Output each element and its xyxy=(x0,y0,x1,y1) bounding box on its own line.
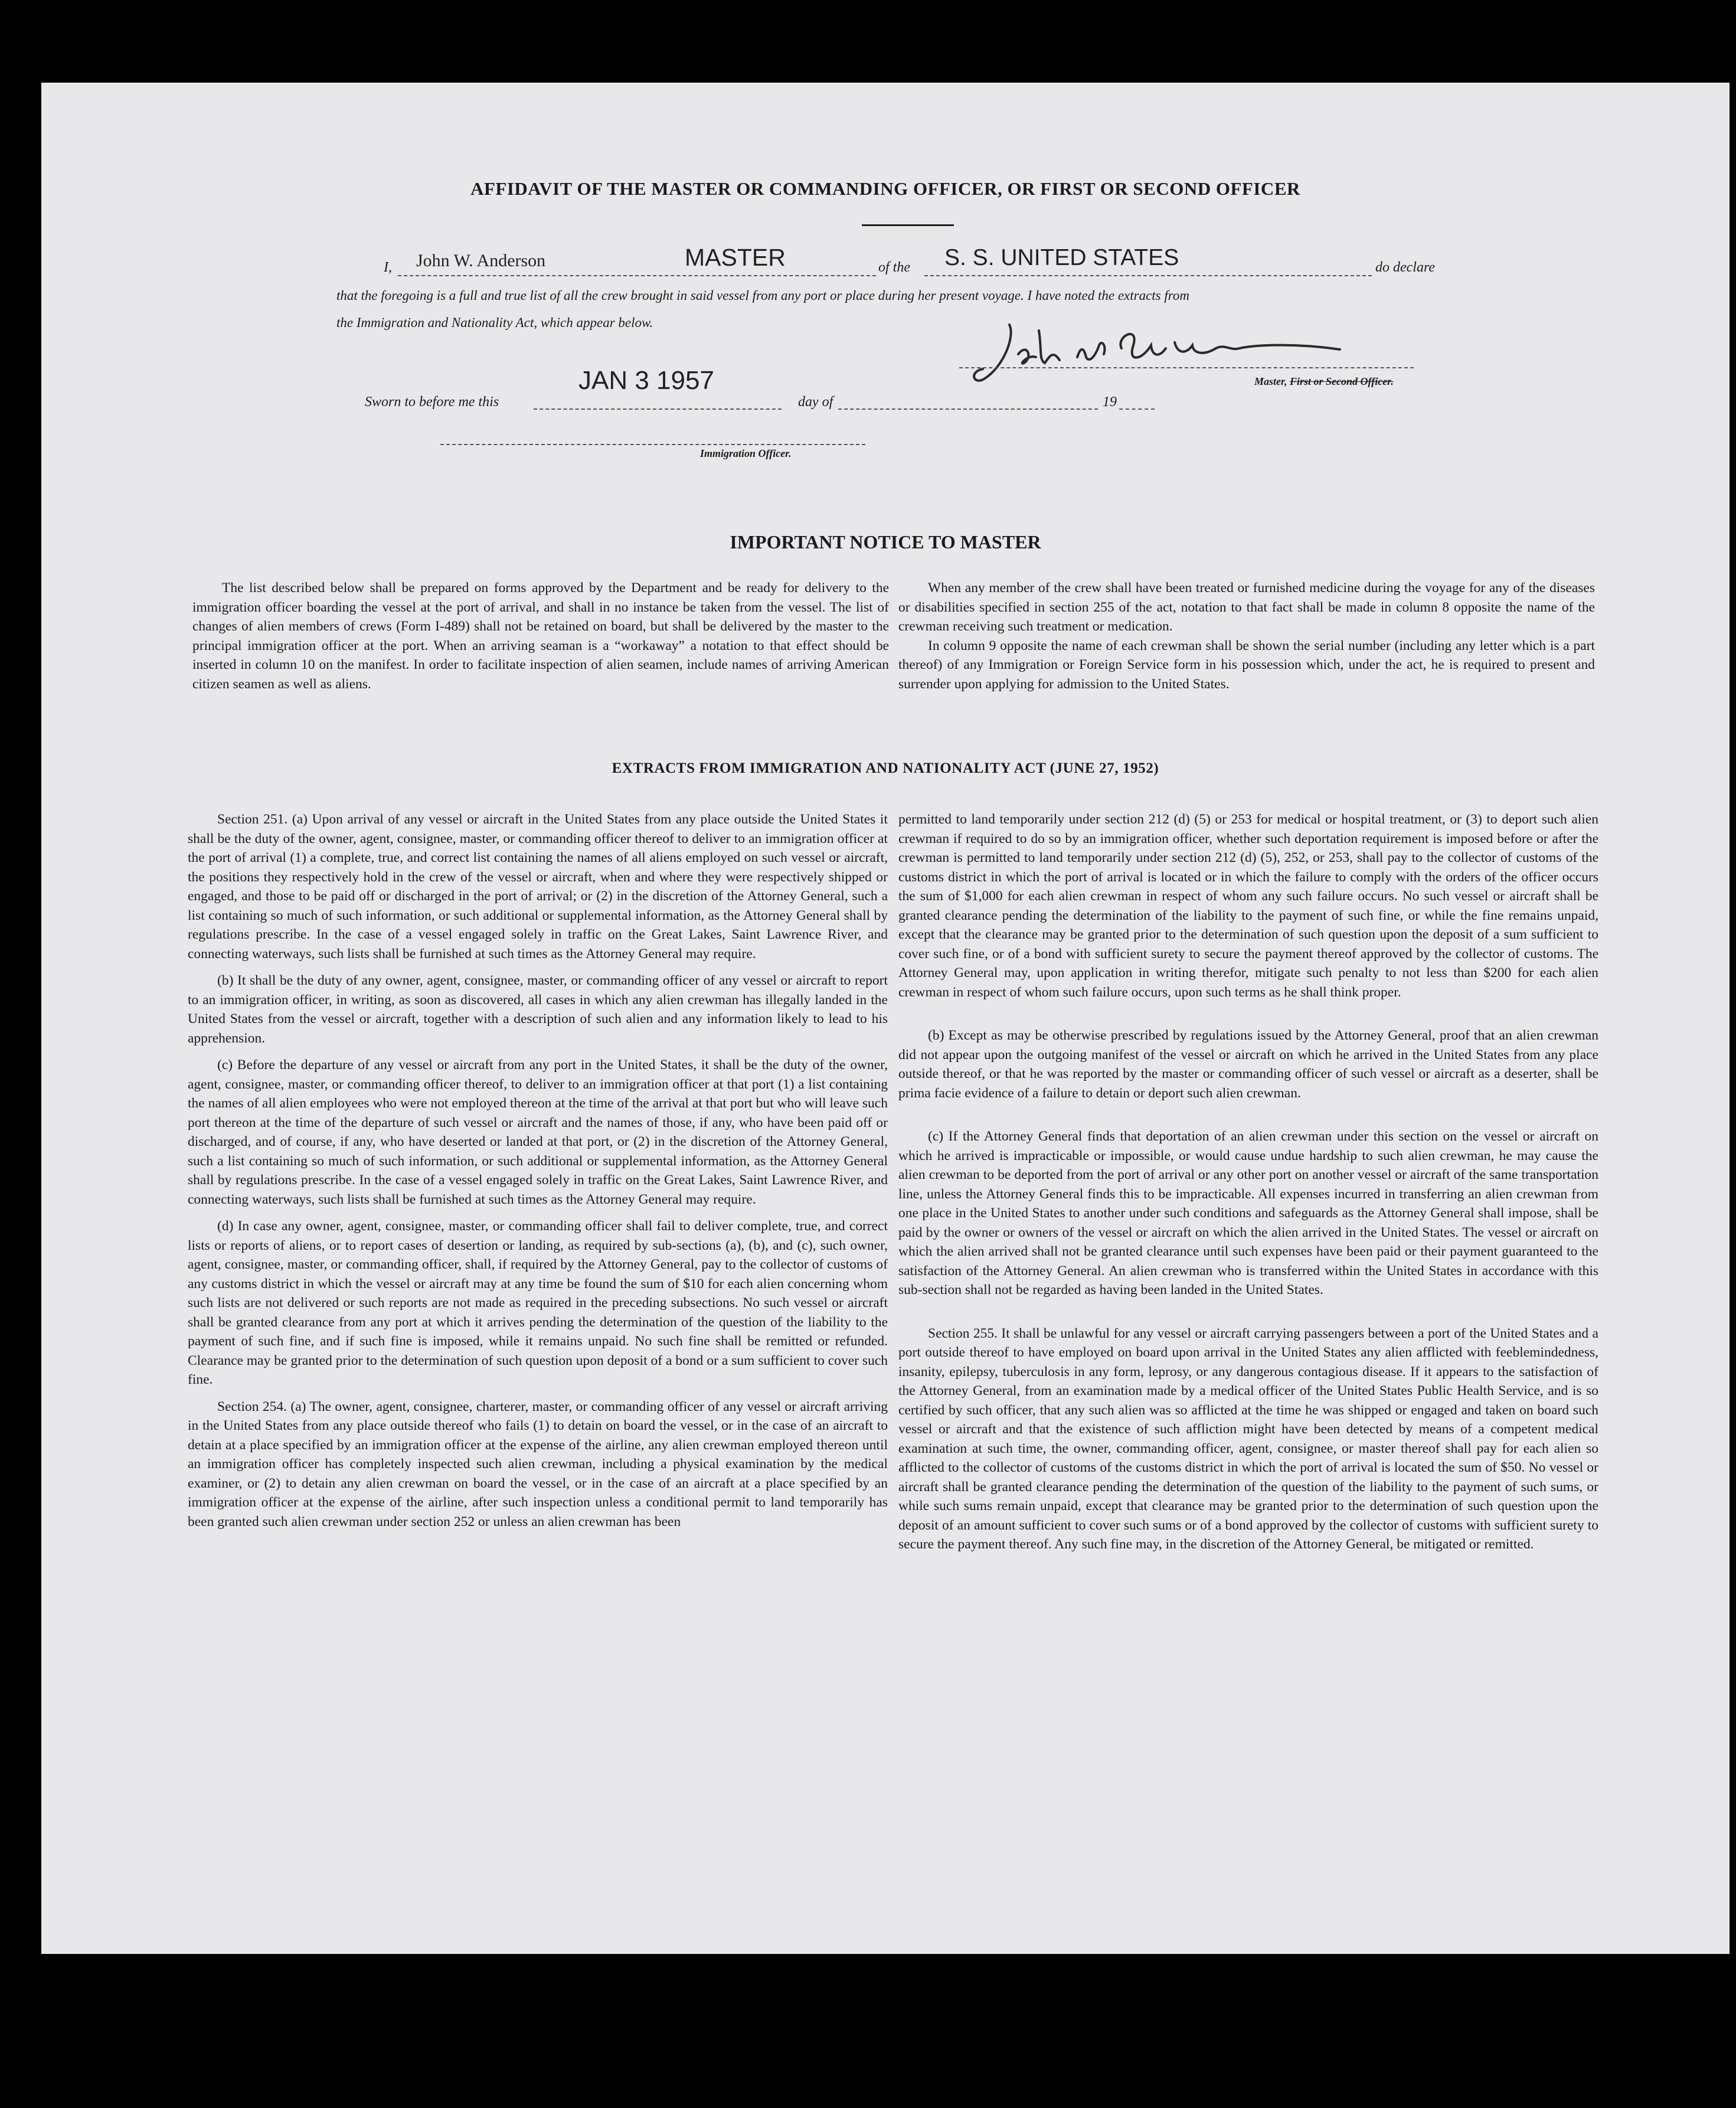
extracts-left-column xyxy=(188,810,888,1539)
master-signature xyxy=(962,313,1399,401)
extracts-right-column xyxy=(898,810,1598,1562)
paragraph-gap xyxy=(898,1308,1598,1324)
notice-title: IMPORTANT NOTICE TO MASTER xyxy=(730,531,1041,553)
section-251-b: (b) It shall be the duty of any owner, agent, consignee, master, or commanding officer of any vessel or aircraft to report to an immigration officer, in writing, as soon as discovered, all cases in which any alien crewman has illegally landed in the United States from the vessel or aircraft, together with a description of such alien and any information likely to lead to his apprehension. xyxy=(188,973,888,1046)
master-label: Master, xyxy=(1254,375,1287,387)
year-field xyxy=(1119,391,1155,410)
struck-officer-label: First or Second Officer. xyxy=(1290,375,1394,387)
section-254-c: (c) If the Attorney General finds that deportation of an alien crewman under this section on the vessel or aircraft on which he arrived is impracticable or impossible, or would cause undue hardship to such alien crewman, he may cause the alien crewman to be deported from the port of arrival or any other port on another vessel or aircraft of the same transportation line, unless the Attorney General finds this to be impracticable. All expenses incurred in transferring an alien crewman from one place in the United States to another under such conditions and safeguards as the Attorney General shall impose, shall be paid by the owner or owners of the vessel or aircraft on which the alien arrived in the United States. The vessel or aircraft on which the alien arrived shall not be granted clearance until such expenses have been paid or their payment guaranteed to the satisfaction of the Attorney General. An alien crewman who is transferred within the United States in accordance with this sub-section shall not be regarded as having been landed in the United States. xyxy=(898,1129,1598,1298)
i-prefix: I, xyxy=(384,260,392,275)
signature-label xyxy=(1254,375,1394,388)
section-254-a-continued: permitted to land temporarily under section 212 (d) (5) or 253 for medical or hospital treatment, or (3) to deport such alien crewman if required to do so by an immigration officer, whether such deportation requirement is imposed before or after the crewman is permitted to land temporarily under section 212 (d) (5), 252, or 253, shall pay to the collector of customs of the customs district in which the port of arrival is located or in which the failure to comply with the orders of the officer occurs the sum of $1,000 for each alien crewman in respect of whom any such failure occurs. No such vessel or aircraft shall be granted clearance pending the determination of the liability to the payment of such fine, or while the fine remains unpaid, except that the clearance may be granted prior to the determination of such question upon the deposit of a sum sufficient to cover such fine, or of a bond with sufficient surety to secure the payment thereof approved by the collector of customs. The Attorney General may, upon application in writing therefor, mitigate such penalty to not less than $200 for each alien crewman in respect of whom such failure occurs, upon such terms as he shall think proper. xyxy=(898,812,1598,1000)
sworn-label: Sworn to before me this xyxy=(365,394,499,410)
year-prefix: 19 xyxy=(1103,394,1117,410)
paragraph-gap xyxy=(898,1110,1598,1127)
of-the-label: of the xyxy=(878,260,910,275)
section-254-b: (b) Except as may be otherwise prescribed by regulations issued by the Attorney General, proof that an alien crewman did not appear upon the outgoing manifest of the vessel or aircraft on which he arrived in the United States from any place outside thereof, or that he was reported by the master or commanding officer of such vessel or aircraft as a deserter, shall be prima facie evidence of a failure to detain or deport such alien crewman. xyxy=(898,1028,1598,1101)
notice-right-paragraph-2: In column 9 opposite the name of each crewman shall be shown the serial number (including any letter which is a part thereof) of any Immigration or Foreign Service form in his possession which, under the act, he is required to present and surrender upon applying for admission to the United States. xyxy=(898,638,1595,692)
section-254-a: Section 254. (a) The owner, agent, consignee, charterer, master, or commanding officer of any vessel or aircraft arriving in the United States from any place outside thereof who fails (1) to detain on board the vessel, or in the case of an aircraft to detain at a place specified by an immigration officer at the expense of the airline, any alien crewman employed thereon until an immigration officer has completely inspected such alien crewman, including a physical examination by the medical examiner, or (2) to detain any alien crewman on board the vessel, or in the case of an aircraft at a place specified by an immigration officer at the expense of the airline, after such inspection unless a conditional permit to land temporarily has been granted such alien crewman under section 252 or unless an alien crewman has been xyxy=(188,1398,888,1529)
date-stamp: JAN 3 1957 xyxy=(578,366,714,395)
affidavit-line-2: that the foregoing is a full and true list of all the crew brought in said vessel from any port or place during her present voyage. I have noted the extracts from xyxy=(336,288,1189,303)
notice-left-paragraph: The list described below shall be prepared on forms approved by the Department and be ready for delivery to the immigration officer boarding the vessel at the port of arrival, and shall in no instance be taken from the vessel. The list of changes of alien members of crews (Form I-489) shall not be retained on board, but shall be delivered by the master to the principal immigration officer at the port. When an arriving seaman is a “workaway” a notation to that effect should be inserted in column 10 on the manifest. In order to facilitate inspection of alien seamen, include names of arriving American citizen seamen as well as aliens. xyxy=(192,580,889,692)
signature-line xyxy=(959,366,1414,368)
immigration-officer-label: Immigration Officer. xyxy=(700,447,792,459)
vessel-name: S. S. UNITED STATES xyxy=(944,245,1179,270)
section-251-c: (c) Before the departure of any vessel or aircraft from any port in the United States, it shall be the duty of the owner, agent, consignee, master, or commanding officer thereof, to deliver to an immigration officer at that port (1) a list containing the names of all alien employees who were not employed thereon at the time of the arrival at that port but who will leave such port thereon at the time of the departure of such vessel or aircraft and the names of those, if any, who have been paid off or discharged, and of course, if any, who have deserted or landed at that port, or (2) in the discretion of the Attorney General, such a list containing so much of such information, or such additional or supplemental information, as the Attorney General shall by regulations prescribe. In the case of a vessel engaged solely in traffic on the Great Lakes, Saint Lawrence River, and connecting waterways, such lists shall be furnished at such times as the Attorney General may require. xyxy=(188,1057,888,1207)
affidavit-line-3: the Immigration and Nationality Act, which appear below. xyxy=(336,315,653,330)
immigration-officer-line xyxy=(440,426,865,445)
master-name: John W. Anderson xyxy=(416,251,546,270)
notice-right-paragraph-1: When any member of the crew shall have been treated or furnished medicine during the voyage for any of the diseases or disabilities specified in section 255 of the act, notation to that fact shall be made in column 8 opposite the name of the crewman receiving such treatment or medication. xyxy=(898,580,1595,634)
notice-right-column xyxy=(898,579,1595,694)
day-of-label: day of xyxy=(798,394,833,410)
affidavit-title: AFFIDAVIT OF THE MASTER OR COMMANDING OFFICER, OR FIRST OR SECOND OFFICER xyxy=(470,178,1300,199)
document-page xyxy=(41,83,1730,1954)
month-field xyxy=(838,391,1098,410)
rank: MASTER xyxy=(685,244,786,271)
section-251-d: (d) In case any owner, agent, consignee, master, or commanding officer shall fail to deliver complete, true, and correct lists or reports of aliens, or to report cases of desertion or landing, as required by sub-sections (a), (b), and (c), such owner, agent, consignee, master, or commanding officer, shall, if required by the Attorney General, pay to the collector of customs of any customs district in which the vessel or aircraft may at any time be found the sum of $10 for each alien concerning whom such lists are not delivered or such reports are not made as required in the preceding subsections. No such vessel or aircraft shall be granted clearance from any port at which it arrives pending the determination of the question of the liability to the payment of such fine, and if such fine is imposed, while it remains unpaid. No such fine shall be remitted or refunded. Clearance may be granted prior to the determination of such question upon deposit of a bond or a sum sufficient to cover such fine. xyxy=(188,1218,888,1387)
section-251-a: Section 251. (a) Upon arrival of any vessel or aircraft in the United States from any place outside the United States it shall be the duty of the owner, agent, consignee, master, or commanding officer thereof to deliver to an immigration officer at the port of arrival (1) a complete, true, and correct list containing the names of all aliens employed on such vessel or aircraft, the positions they respectively hold in the crew of the vessel or aircraft, when and where they were respectively shipped or engaged, and those to be paid off or discharged in the port of arrival; or (2) in the discretion of the Attorney General, such a list containing so much of such information, or such additional or supplemental information, as the Attorney General shall by regulations prescribe. In the case of a vessel engaged solely in traffic on the Great Lakes, Saint Lawrence River, and connecting waterways, such lists shall be furnished at such times as the Attorney General may require. xyxy=(188,812,888,962)
extracts-title: EXTRACTS FROM IMMIGRATION AND NATIONALITY ACT (JUNE 27, 1952) xyxy=(612,760,1159,776)
paragraph-gap xyxy=(898,1009,1598,1026)
do-declare-label: do declare xyxy=(1375,260,1436,275)
notice-left-column xyxy=(192,579,889,694)
section-255: Section 255. It shall be unlawful for any vessel or aircraft carrying passengers between a port of the United States and a port outside thereof to have employed on board upon arrival in the United States any alien afflicted with feeblemindedness, insanity, epilepsy, tuberculosis in any form, leprosy, or any dangerous contagious disease. If it appears to the satisfaction of the Attorney General, from an examination made by a medical officer of the United States Public Health Service, and is so certified by such officer, that any such alien was so afflicted at the time he was shipped or engaged and taken on board such vessel or aircraft and that the existence of such affliction might have been detected by means of a competent medical examination at such time, the owner, commanding officer, agent, consignee, or master thereof shall pay for each alien so afflicted to the collector of customs of the customs district in which the port of arrival is located the sum of $50. No vessel or aircraft shall be granted clearance pending the determination of the question of the liability to the payment of such sums, or while such sums remain unpaid, except that clearance may be granted prior to the determination of such question upon the deposit of an amount sufficient to cover such sums or of a bond approved by the collector of customs with sufficient surety to secure the payment thereof. Any such fine may, in the discretion of the Attorney General, be mitigated or remitted. xyxy=(898,1325,1598,1552)
title-rule xyxy=(862,224,954,226)
